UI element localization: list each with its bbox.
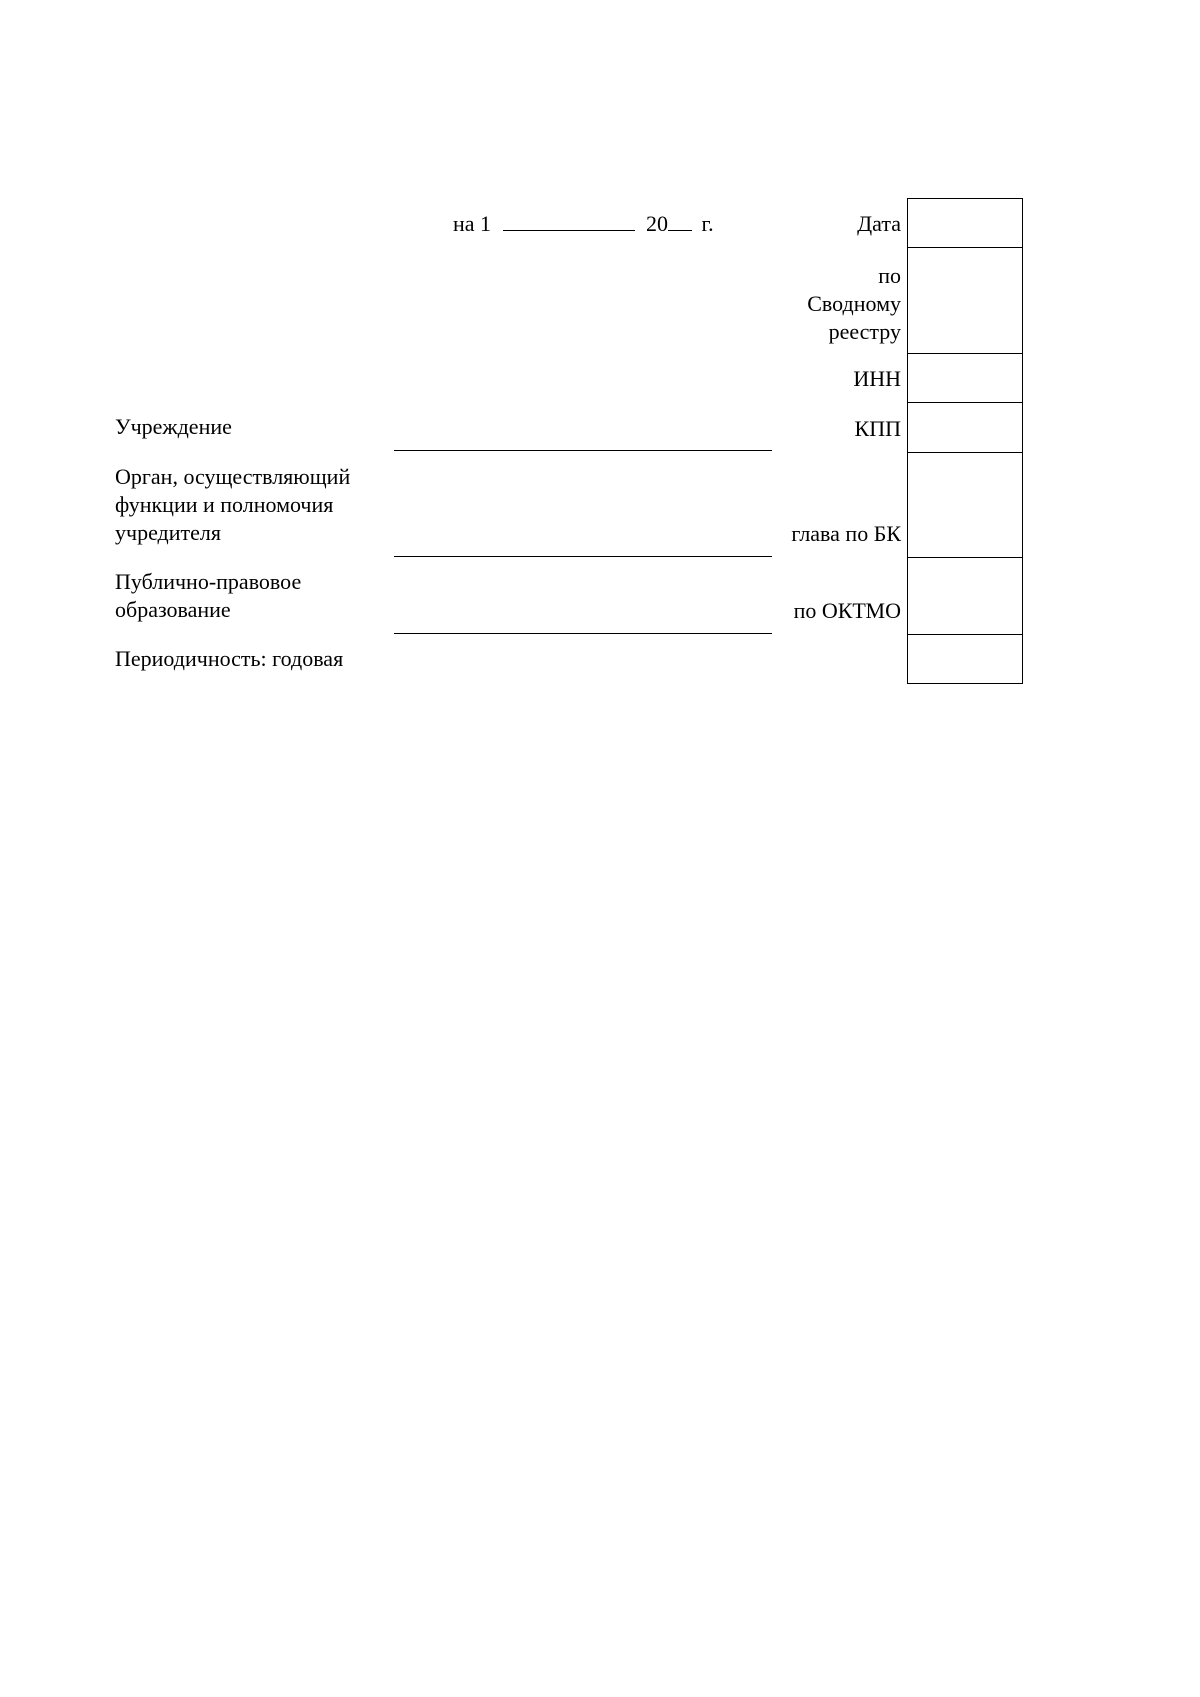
kpp-code-label: КПП [854,416,901,441]
chapter-code-label: глава по БК [791,521,901,546]
date-blank[interactable] [503,210,635,231]
founder-label-line1: Орган, осуществляющий [115,464,351,489]
year-suffix: г. [701,211,714,236]
founder-label-line2: функции и полномочия [115,492,334,517]
municipality-underline[interactable] [394,633,772,634]
date-prefix: на 1 [453,211,492,236]
chapter-code-cell[interactable] [908,453,1022,558]
municipality-label-line2: образование [115,597,231,622]
codes-table [907,198,1023,684]
periodicity-code-cell[interactable] [908,635,1022,683]
date-code-label: Дата [857,211,901,236]
oktmo-code-cell[interactable] [908,558,1022,635]
founder-label-line3: учредителя [115,520,221,545]
oktmo-code-label: по ОКТМО [793,598,901,623]
year-prefix: 20 [646,211,669,236]
year-blank[interactable] [668,210,692,231]
inn-code-cell[interactable] [908,354,1022,403]
institution-underline[interactable] [394,450,772,451]
registry-code-label-line2: Сводному [807,291,901,316]
institution-label: Учреждение [115,414,232,439]
report-date-line [453,210,714,238]
kpp-code-cell[interactable] [908,403,1022,453]
registry-code-cell[interactable] [908,248,1022,354]
periodicity-label: Периодичность: годовая [115,646,344,671]
municipality-label-line1: Публично-правовое [115,569,302,594]
founder-underline[interactable] [394,556,772,557]
registry-code-label-line1: по [878,263,901,288]
registry-code-label-line3: реестру [828,319,901,344]
inn-code-label: ИНН [853,366,901,391]
date-code-cell[interactable] [908,199,1022,248]
